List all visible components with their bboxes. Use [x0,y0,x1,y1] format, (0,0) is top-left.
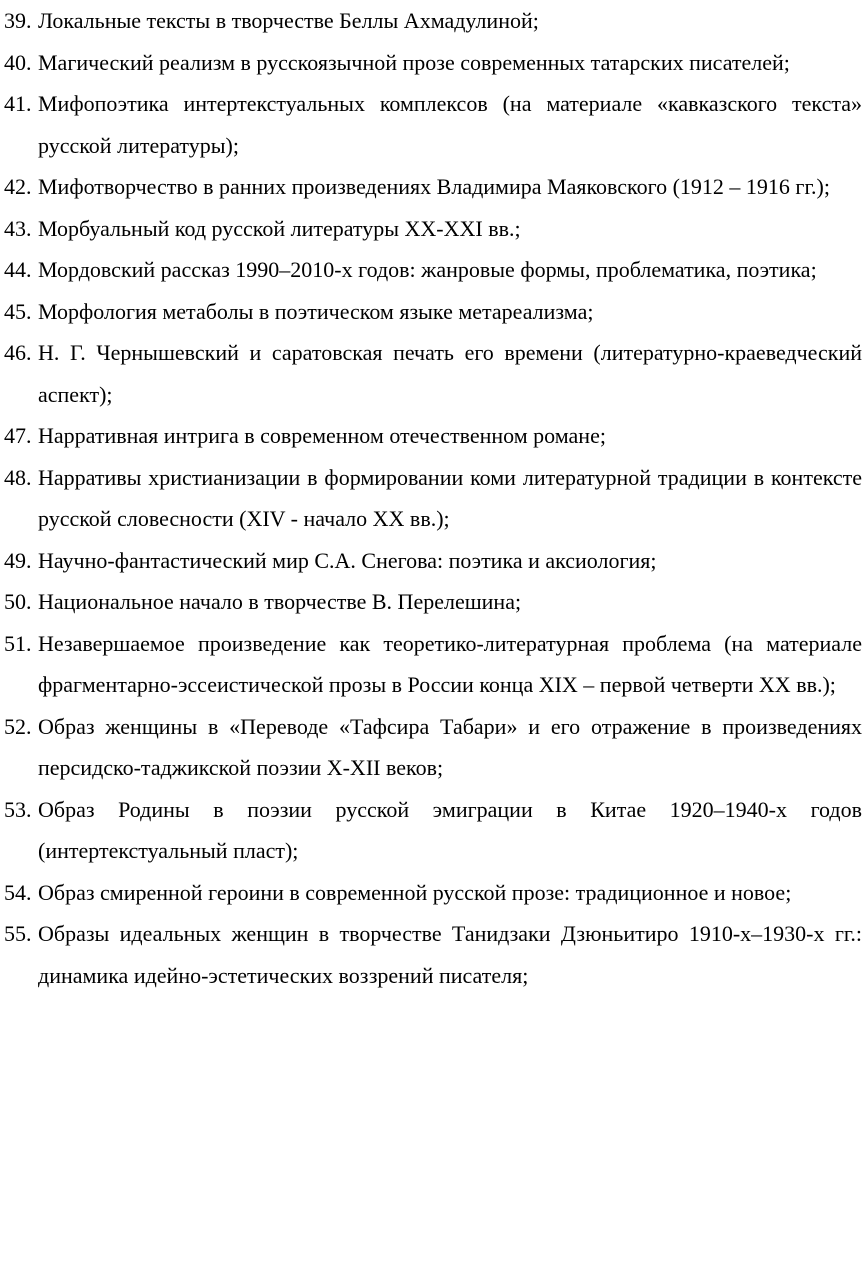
list-item [4,872,862,914]
list-item [4,457,862,540]
item-number: 50. [4,589,32,614]
item-text: Морбуальный код русской литературы XX-XXI вв.; [38,215,521,241]
list-item [4,42,862,84]
item-number: 54. [4,879,32,905]
item-text: Магический реализм в русскоязычной прозе современных татарских писателей; [38,49,790,75]
item-number: 40. [4,49,32,75]
item-text: Мифопоэтика интертекстуальных комплексов (на материале «кавказского текста» русской литературы); [38,91,862,158]
item-number: 44. [4,257,32,282]
item-text: Образ смиренной героини в современной русской прозе: традиционное и новое; [38,879,792,905]
item-number: 41. [4,91,32,116]
list-item [4,623,862,706]
item-text: Образы идеальных женщин в творчестве Танидзаки Дзюньитиро 1910-х–1930-х гг.: динамика идейно-эстетических воззрений писателя; [38,921,862,988]
list-item [4,291,862,333]
list-item [4,540,862,582]
item-text: Мордовский рассказ 1990–2010-х годов: жанровые формы, проблематика, поэтика; [38,257,817,282]
item-text: Научно-фантастический мир С.А. Снегова: поэтика и аксиология; [38,547,657,573]
list-item [4,581,862,623]
list-item [4,249,862,291]
item-number: 49. [4,547,32,573]
thesis-topic-list [4,0,862,996]
item-number: 48. [4,464,32,490]
list-item [4,415,862,457]
item-text: Мифотворчество в ранних произведениях Владимира Маяковского (1912 – 1916 гг.); [38,174,830,199]
item-text: Морфология метаболы в поэтическом языке метареализма; [38,298,594,324]
item-text: Локальные тексты в творчестве Беллы Ахмадулиной; [38,8,539,33]
list-item [4,0,862,42]
list-item [4,706,862,789]
item-number: 47. [4,423,32,448]
item-number: 46. [4,340,32,365]
item-text: Нарративы христианизации в формировании коми литературной традиции в контексте русской словесности (XIV - начало XX вв.); [38,464,862,531]
item-text: Н. Г. Чернышевский и саратовская печать его времени (литературно-краеведческий аспект); [38,340,862,407]
item-number: 45. [4,298,32,324]
item-number: 43. [4,215,32,241]
item-text: Незавершаемое произведение как теоретико-литературная проблема (на материале фрагментарно-эссеистической прозы в России конца XIX – первой четверти XX вв.); [38,630,862,697]
list-item [4,913,862,996]
item-number: 51. [4,630,32,656]
item-number: 53. [4,796,32,822]
item-number: 42. [4,174,32,199]
item-text: Национальное начало в творчестве В. Перелешина; [38,589,522,614]
list-item [4,166,862,208]
list-item [4,208,862,250]
item-text: Образ Родины в поэзии русской эмиграции в Китае 1920–1940-х годов (интертекстуальный пласт); [38,796,862,863]
list-item [4,332,862,415]
list-item [4,83,862,166]
item-number: 55. [4,921,32,946]
item-number: 52. [4,713,32,739]
item-text: Образ женщины в «Переводе «Тафсира Табари» и его отражение в произведениях персидско-таджикской поэзии X-XII веков; [38,713,862,780]
item-number: 39. [4,8,32,33]
list-item [4,789,862,872]
item-text: Нарративная интрига в современном отечественном романе; [38,423,606,448]
